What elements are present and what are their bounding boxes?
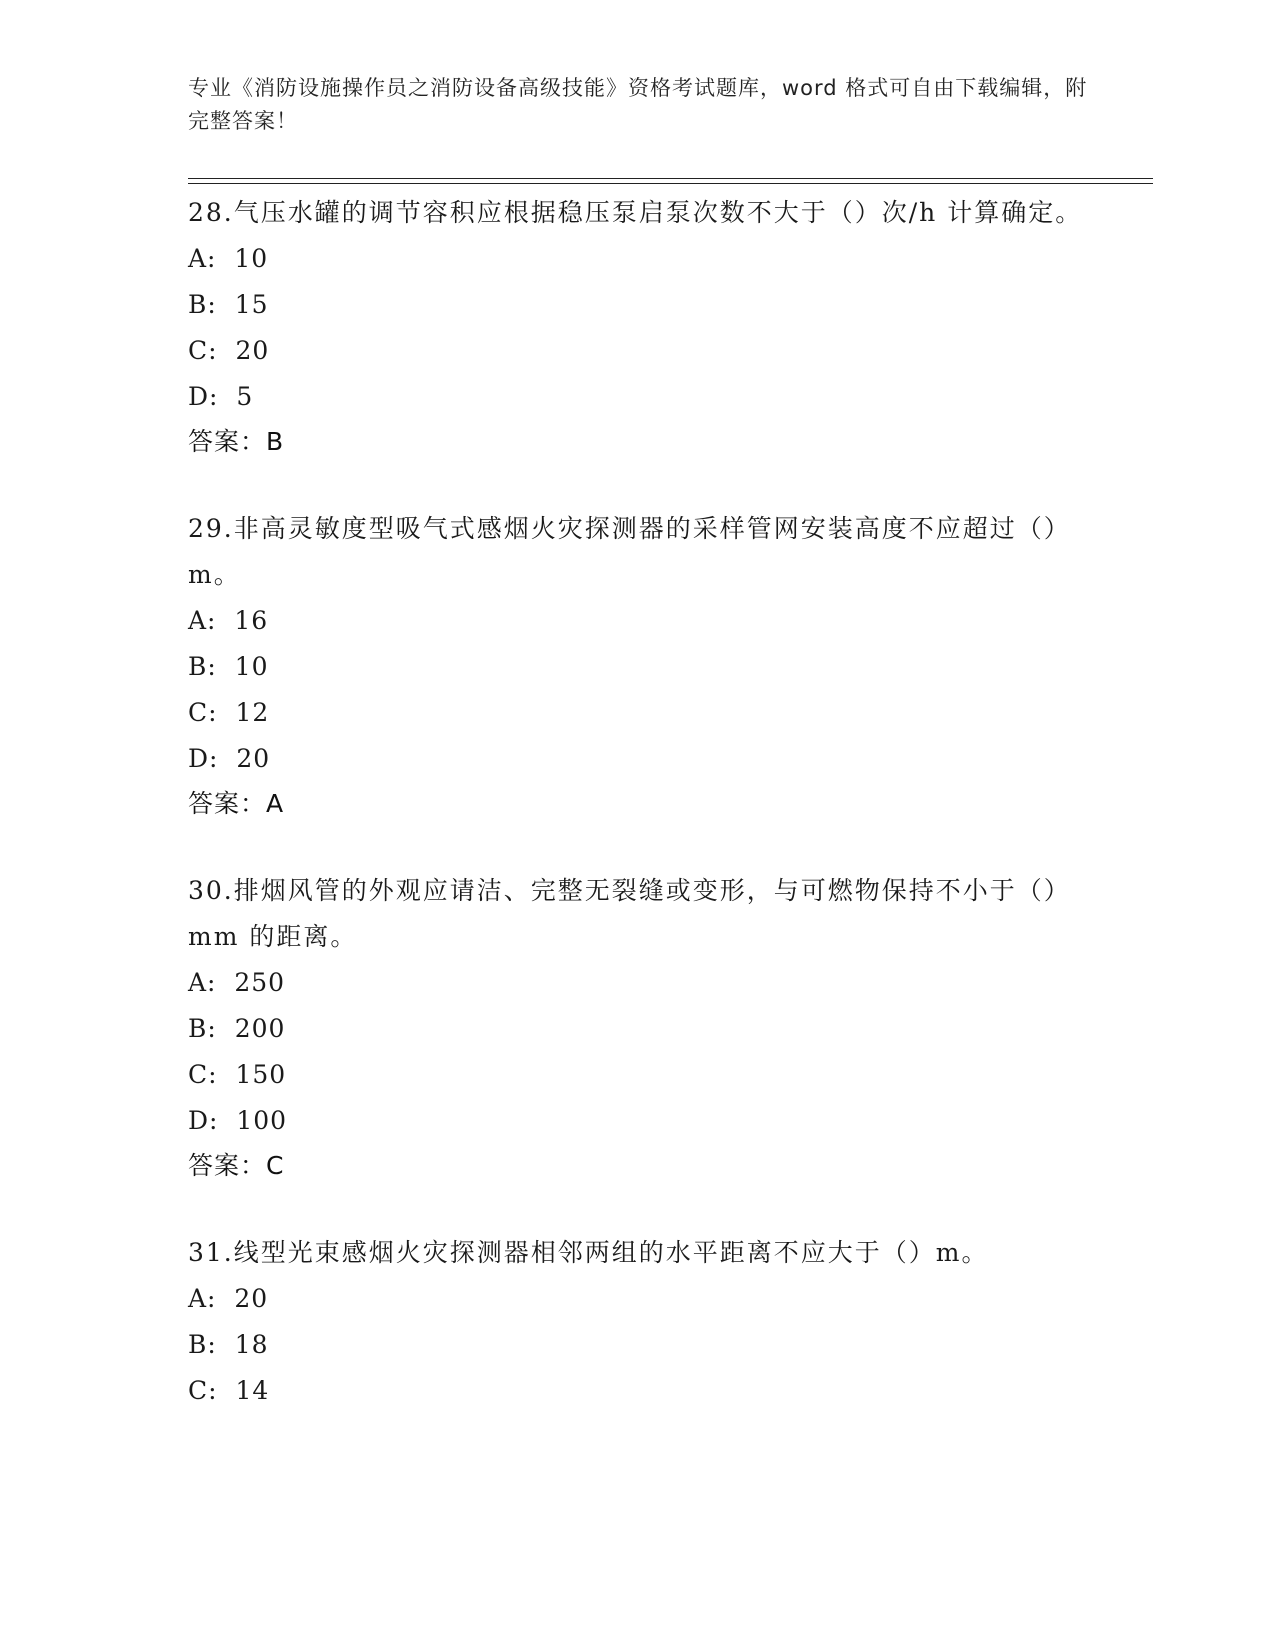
option-b: B: 15 <box>188 290 269 319</box>
option-a: A: 250 <box>188 968 286 997</box>
answer-label: 答案：A <box>188 789 285 818</box>
question-28 <box>188 190 1088 464</box>
answer-label: 答案：C <box>188 1151 285 1180</box>
question-stem: 30.排烟风管的外观应请洁、完整无裂缝或变形，与可燃物保持不小于（）mm 的距离。 <box>188 876 1071 951</box>
option-c: C: 150 <box>188 1060 287 1089</box>
option-b: B: 18 <box>188 1330 269 1359</box>
option-d: D: 100 <box>188 1106 288 1135</box>
header-divider-bottom <box>188 183 1153 184</box>
option-b: B: 10 <box>188 652 269 681</box>
question-stem: 31.线型光束感烟火灾探测器相邻两组的水平距离不应大于（）m。 <box>188 1238 989 1267</box>
question-31 <box>188 1230 1088 1414</box>
question-stem: 28.气压水罐的调节容积应根据稳压泵启泵次数不大于（）次/h 计算确定。 <box>188 198 1083 227</box>
question-stem: 29.非高灵敏度型吸气式感烟火灾探测器的采样管网安装高度不应超过（）m。 <box>188 514 1071 589</box>
option-c: C: 20 <box>188 336 270 365</box>
question-list <box>188 190 1088 1414</box>
question-29 <box>188 506 1088 826</box>
header-divider-top <box>188 178 1153 179</box>
option-b: B: 200 <box>188 1014 286 1043</box>
option-a: A: 16 <box>188 606 269 635</box>
option-a: A: 10 <box>188 244 269 273</box>
option-c: C: 12 <box>188 698 270 727</box>
question-30 <box>188 868 1088 1188</box>
document-header: 专业《消防设施操作员之消防设备高级技能》资格考试题库，word 格式可自由下载编辑，附完整答案！ <box>188 76 1088 133</box>
option-c: C: 14 <box>188 1376 270 1405</box>
option-d: D: 5 <box>188 382 254 411</box>
option-a: A: 20 <box>188 1284 269 1313</box>
option-d: D: 20 <box>188 744 271 773</box>
answer-label: 答案：B <box>188 427 285 456</box>
